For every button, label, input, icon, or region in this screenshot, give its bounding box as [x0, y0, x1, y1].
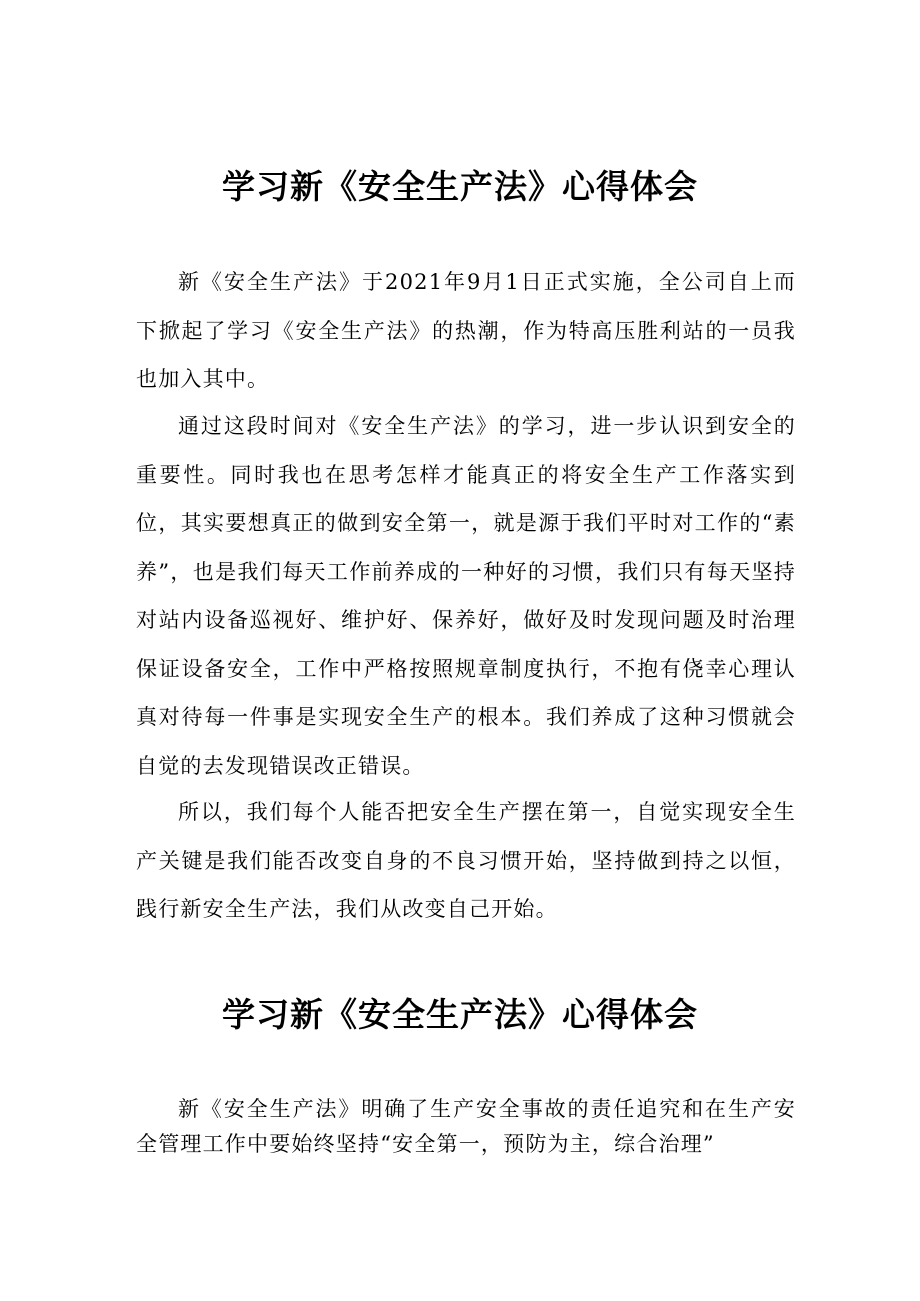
section-1-paragraph-3: 所以，我们每个人能否把安全生产摆在第一，自觉实现安全生产关键是我们能否改变自身的不良习惯开始，坚持做到持之以恒，践行新安全生产法，我们从改变自己开始。 — [136, 800, 796, 921]
section-1-paragraph-1: 新《安全生产法》于2021年9月1日正式实施，全公司自上而下掀起了学习《安全生产法》的热潮，作为特高压胜利站的一员我也加入其中。 — [136, 270, 796, 391]
section-1-paragraph-2: 通过这段时间对《安全生产法》的学习，进一步认识到安全的重要性。同时我也在思考怎样才能真正的将安全生产工作落实到位，其实要想真正的做到安全第一，就是源于我们平时对工作的“素养”，也是我们每天工作前养成的一种好的习惯，我们只有每天坚持对站内设备巡视好、维护好、保养好，做好及时发现问题及时治理保证设备安全，工作中严格按照规章制度执行，不抱有侥幸心理认真对待每一件事是实现安全生产的根本。我们养成了这种习惯就会自觉的去发现错误改正错误。 — [136, 414, 796, 778]
section-2-paragraph-1: 新《安全生产法》明确了生产安全事故的责任追究和在生产安全管理工作中要始终坚持“安全第一，预防为主，综合治理” — [136, 1097, 796, 1156]
section-1-title: 学习新《安全生产法》心得体会 — [222, 167, 698, 206]
section-2-title: 学习新《安全生产法》心得体会 — [222, 995, 698, 1034]
